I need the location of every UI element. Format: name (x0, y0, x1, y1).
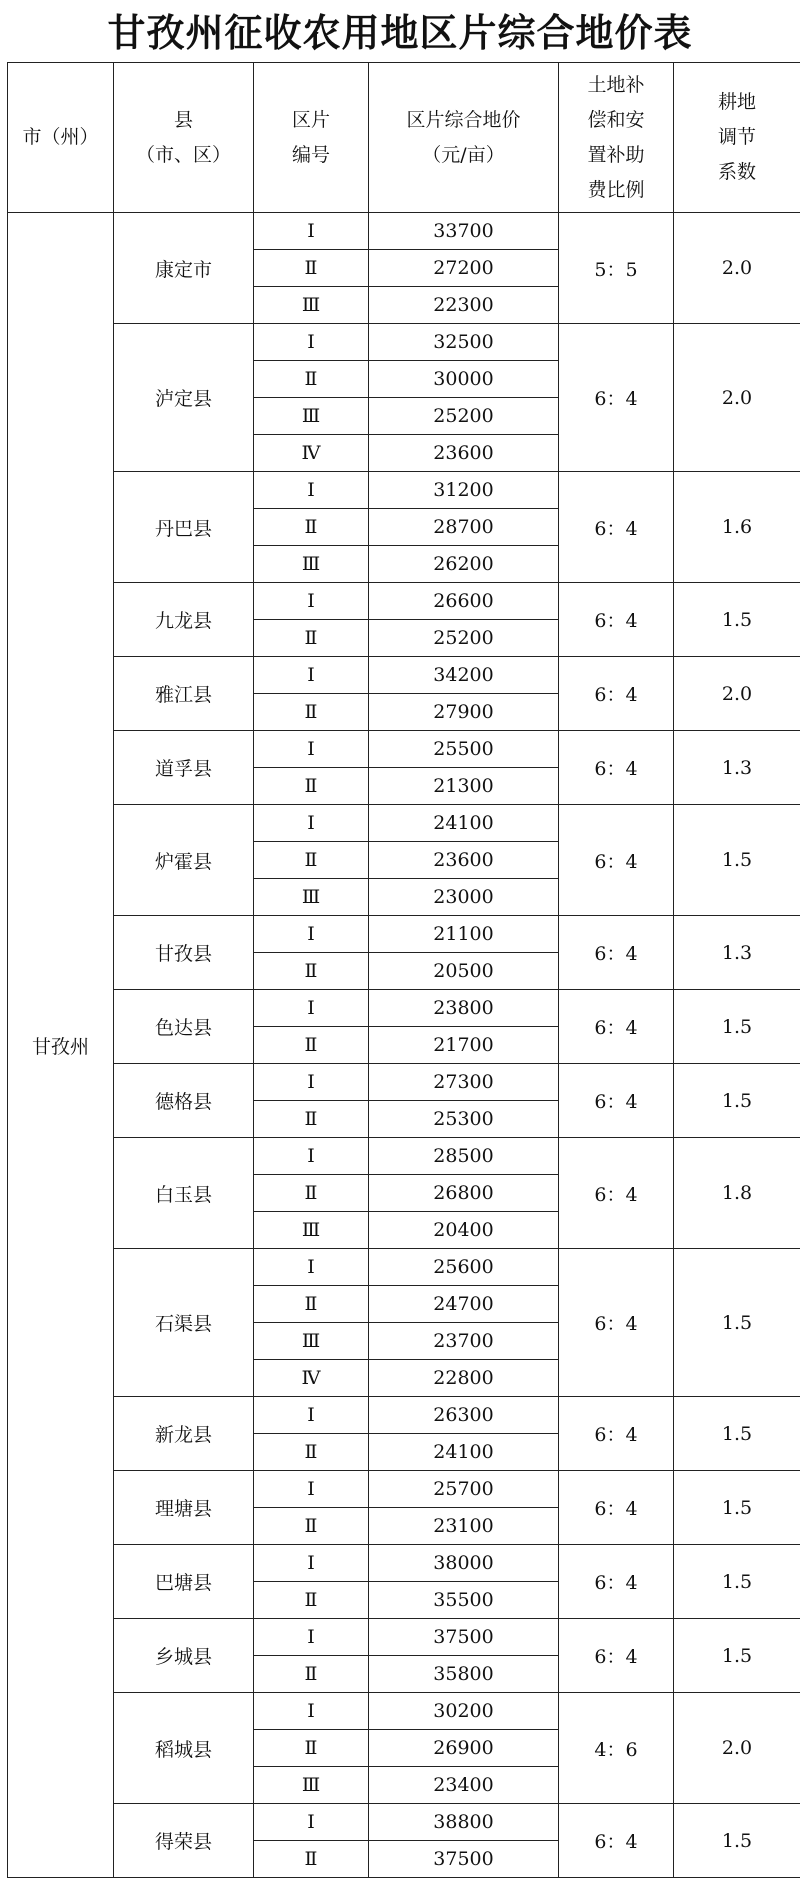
county-name-cell: 康定市 (114, 213, 254, 324)
ratio-cell: 6：4 (559, 1397, 674, 1471)
zone-price-cell: 33700 (369, 213, 559, 250)
zone-price-cell: 26300 (369, 1397, 559, 1434)
header-zone (254, 63, 369, 213)
zone-id-cell: Ⅰ (254, 1804, 369, 1841)
ratio-cell: 6：4 (559, 657, 674, 731)
zone-id-cell: Ⅰ (254, 1397, 369, 1434)
zone-id-cell: Ⅰ (254, 1064, 369, 1101)
coef-cell: 1.5 (674, 990, 800, 1064)
county-name-cell: 炉霍县 (114, 805, 254, 916)
header-coef (674, 63, 800, 213)
county-name-cell: 丹巴县 (114, 472, 254, 583)
zone-price-cell: 30200 (369, 1693, 559, 1730)
zone-price-cell: 37500 (369, 1619, 559, 1656)
zone-id-cell: Ⅱ (254, 1730, 369, 1767)
zone-id-cell: Ⅲ (254, 287, 369, 324)
ratio-cell: 6：4 (559, 805, 674, 916)
header-price-line2: （元/亩） (422, 143, 505, 166)
zone-price-cell: 22800 (369, 1360, 559, 1397)
ratio-cell: 6：4 (559, 731, 674, 805)
zone-id-cell: Ⅰ (254, 805, 369, 842)
header-city (8, 63, 114, 213)
table-row (8, 1545, 800, 1582)
zone-id-cell: Ⅳ (254, 1360, 369, 1397)
header-city-label: 市（州） (22, 126, 99, 148)
zone-price-cell: 26600 (369, 583, 559, 620)
zone-price-cell: 27900 (369, 694, 559, 731)
table-row (8, 1138, 800, 1175)
header-ratio (559, 63, 674, 213)
zone-price-cell: 30000 (369, 361, 559, 398)
zone-id-cell: Ⅱ (254, 1508, 369, 1545)
zone-price-cell: 32500 (369, 324, 559, 361)
header-coef-line1: 耕地 (717, 91, 756, 113)
zone-id-cell: Ⅰ (254, 731, 369, 768)
zone-price-cell: 31200 (369, 472, 559, 509)
zone-id-cell: Ⅱ (254, 768, 369, 805)
table-body (8, 213, 800, 1878)
ratio-cell: 6：4 (559, 324, 674, 472)
county-name-cell: 德格县 (114, 1064, 254, 1138)
ratio-cell: 6：4 (559, 916, 674, 990)
table-row (8, 1471, 800, 1508)
header-county-line2: （市、区） (135, 143, 231, 166)
ratio-cell: 6：4 (559, 1249, 674, 1397)
zone-id-cell: Ⅱ (254, 842, 369, 879)
coef-cell: 1.5 (674, 1397, 800, 1471)
zone-price-cell: 27200 (369, 250, 559, 287)
zone-price-cell: 25600 (369, 1249, 559, 1286)
table-row (8, 472, 800, 509)
zone-price-cell: 26800 (369, 1175, 559, 1212)
table-row (8, 213, 800, 250)
zone-price-cell: 25200 (369, 398, 559, 435)
zone-price-cell: 25300 (369, 1101, 559, 1138)
zone-price-cell: 38800 (369, 1804, 559, 1841)
county-name-cell: 乡城县 (114, 1619, 254, 1693)
zone-id-cell: Ⅱ (254, 250, 369, 287)
zone-id-cell: Ⅰ (254, 472, 369, 509)
coef-cell: 1.6 (674, 472, 800, 583)
zone-id-cell: Ⅳ (254, 435, 369, 472)
zone-id-cell: Ⅰ (254, 583, 369, 620)
table-row (8, 324, 800, 361)
header-coef-line3: 系数 (717, 161, 756, 183)
header-ratio-line2: 偿和安 (587, 108, 645, 131)
ratio-cell: 6：4 (559, 1138, 674, 1249)
county-name-cell: 色达县 (114, 990, 254, 1064)
table-row (8, 1693, 800, 1730)
zone-price-cell: 25700 (369, 1471, 559, 1508)
zone-price-cell: 23600 (369, 842, 559, 879)
table-row (8, 1619, 800, 1656)
zone-price-cell: 24100 (369, 1434, 559, 1471)
ratio-cell: 6：4 (559, 1471, 674, 1545)
zone-price-cell: 34200 (369, 657, 559, 694)
coef-cell: 1.8 (674, 1138, 800, 1249)
land-price-table (7, 62, 800, 1878)
zone-id-cell: Ⅱ (254, 1434, 369, 1471)
header-county-line1: 县 (173, 108, 193, 131)
zone-id-cell: Ⅱ (254, 953, 369, 990)
zone-id-cell: Ⅱ (254, 1582, 369, 1619)
zone-price-cell: 28500 (369, 1138, 559, 1175)
zone-id-cell: Ⅲ (254, 1212, 369, 1249)
coef-cell: 2.0 (674, 1693, 800, 1804)
header-coef-line2: 调节 (717, 126, 756, 148)
zone-price-cell: 37500 (369, 1841, 559, 1878)
zone-price-cell: 23600 (369, 435, 559, 472)
coef-cell: 1.3 (674, 916, 800, 990)
county-name-cell: 新龙县 (114, 1397, 254, 1471)
coef-cell: 1.5 (674, 1471, 800, 1545)
table-row (8, 657, 800, 694)
zone-id-cell: Ⅲ (254, 1767, 369, 1804)
table-row (8, 916, 800, 953)
zone-id-cell: Ⅰ (254, 1138, 369, 1175)
zone-id-cell: Ⅱ (254, 1656, 369, 1693)
zone-id-cell: Ⅰ (254, 1249, 369, 1286)
ratio-cell: 5：5 (559, 213, 674, 324)
ratio-cell: 6：4 (559, 1064, 674, 1138)
header-ratio-line3: 置补助 (587, 143, 645, 166)
coef-cell: 2.0 (674, 324, 800, 472)
zone-price-cell: 35800 (369, 1656, 559, 1693)
coef-cell: 2.0 (674, 657, 800, 731)
county-name-cell: 巴塘县 (114, 1545, 254, 1619)
zone-price-cell: 24700 (369, 1286, 559, 1323)
zone-id-cell: Ⅰ (254, 213, 369, 250)
header-price (369, 63, 559, 213)
table-row (8, 1249, 800, 1286)
zone-id-cell: Ⅰ (254, 916, 369, 953)
header-zone-line1: 区片 (291, 108, 330, 131)
ratio-cell: 6：4 (559, 472, 674, 583)
zone-price-cell: 38000 (369, 1545, 559, 1582)
zone-price-cell: 25500 (369, 731, 559, 768)
zone-price-cell: 23700 (369, 1323, 559, 1360)
zone-price-cell: 22300 (369, 287, 559, 324)
county-name-cell: 九龙县 (114, 583, 254, 657)
zone-price-cell: 26200 (369, 546, 559, 583)
zone-price-cell: 23800 (369, 990, 559, 1027)
zone-id-cell: Ⅰ (254, 657, 369, 694)
zone-id-cell: Ⅱ (254, 361, 369, 398)
zone-id-cell: Ⅱ (254, 620, 369, 657)
zone-price-cell: 25200 (369, 620, 559, 657)
county-name-cell: 理塘县 (114, 1471, 254, 1545)
zone-price-cell: 26900 (369, 1730, 559, 1767)
zone-price-cell: 23000 (369, 879, 559, 916)
zone-id-cell: Ⅱ (254, 1175, 369, 1212)
zone-price-cell: 35500 (369, 1582, 559, 1619)
coef-cell: 1.5 (674, 1064, 800, 1138)
county-name-cell: 道孚县 (114, 731, 254, 805)
zone-id-cell: Ⅲ (254, 1323, 369, 1360)
header-county (114, 63, 254, 213)
zone-price-cell: 20400 (369, 1212, 559, 1249)
ratio-cell: 6：4 (559, 1804, 674, 1878)
header-ratio-line1: 土地补 (587, 73, 645, 96)
county-name-cell: 甘孜县 (114, 916, 254, 990)
zone-id-cell: Ⅰ (254, 1471, 369, 1508)
zone-price-cell: 24100 (369, 805, 559, 842)
coef-cell: 1.5 (674, 1545, 800, 1619)
zone-id-cell: Ⅰ (254, 1545, 369, 1582)
coef-cell: 1.3 (674, 731, 800, 805)
coef-cell: 1.5 (674, 583, 800, 657)
zone-price-cell: 27300 (369, 1064, 559, 1101)
ratio-cell: 6：4 (559, 1619, 674, 1693)
zone-id-cell: Ⅱ (254, 509, 369, 546)
zone-price-cell: 21100 (369, 916, 559, 953)
table-row (8, 1064, 800, 1101)
ratio-cell: 6：4 (559, 583, 674, 657)
zone-id-cell: Ⅲ (254, 398, 369, 435)
header-ratio-line4: 费比例 (587, 178, 645, 201)
zone-id-cell: Ⅱ (254, 1027, 369, 1064)
zone-id-cell: Ⅲ (254, 879, 369, 916)
zone-price-cell: 23100 (369, 1508, 559, 1545)
table-row (8, 805, 800, 842)
zone-id-cell: Ⅰ (254, 990, 369, 1027)
county-name-cell: 得荣县 (114, 1804, 254, 1878)
header-zone-line2: 编号 (291, 143, 330, 166)
coef-cell: 1.5 (674, 1804, 800, 1878)
county-name-cell: 泸定县 (114, 324, 254, 472)
zone-id-cell: Ⅱ (254, 1286, 369, 1323)
zone-id-cell: Ⅱ (254, 694, 369, 731)
county-name-cell: 雅江县 (114, 657, 254, 731)
zone-price-cell: 21700 (369, 1027, 559, 1064)
ratio-cell: 6：4 (559, 990, 674, 1064)
table-row (8, 1397, 800, 1434)
zone-price-cell: 28700 (369, 509, 559, 546)
zone-id-cell: Ⅰ (254, 324, 369, 361)
page-title: 甘孜州征收农用地区片综合地价表 (107, 10, 693, 55)
coef-cell: 1.5 (674, 1249, 800, 1397)
county-name-cell: 白玉县 (114, 1138, 254, 1249)
table-row (8, 583, 800, 620)
city-cell: 甘孜州 (8, 213, 114, 1878)
county-name-cell: 稻城县 (114, 1693, 254, 1804)
coef-cell: 1.5 (674, 805, 800, 916)
zone-id-cell: Ⅰ (254, 1619, 369, 1656)
zone-id-cell: Ⅱ (254, 1101, 369, 1138)
table-row (8, 1804, 800, 1841)
zone-id-cell: Ⅰ (254, 1693, 369, 1730)
zone-id-cell: Ⅱ (254, 1841, 369, 1878)
zone-id-cell: Ⅲ (254, 546, 369, 583)
ratio-cell: 4：6 (559, 1693, 674, 1804)
table-row (8, 731, 800, 768)
table-header (8, 63, 800, 213)
zone-price-cell: 20500 (369, 953, 559, 990)
zone-price-cell: 23400 (369, 1767, 559, 1804)
ratio-cell: 6：4 (559, 1545, 674, 1619)
table-row (8, 990, 800, 1027)
header-price-line1: 区片综合地价 (406, 108, 521, 131)
coef-cell: 2.0 (674, 213, 800, 324)
coef-cell: 1.5 (674, 1619, 800, 1693)
zone-price-cell: 21300 (369, 768, 559, 805)
county-name-cell: 石渠县 (114, 1249, 254, 1397)
